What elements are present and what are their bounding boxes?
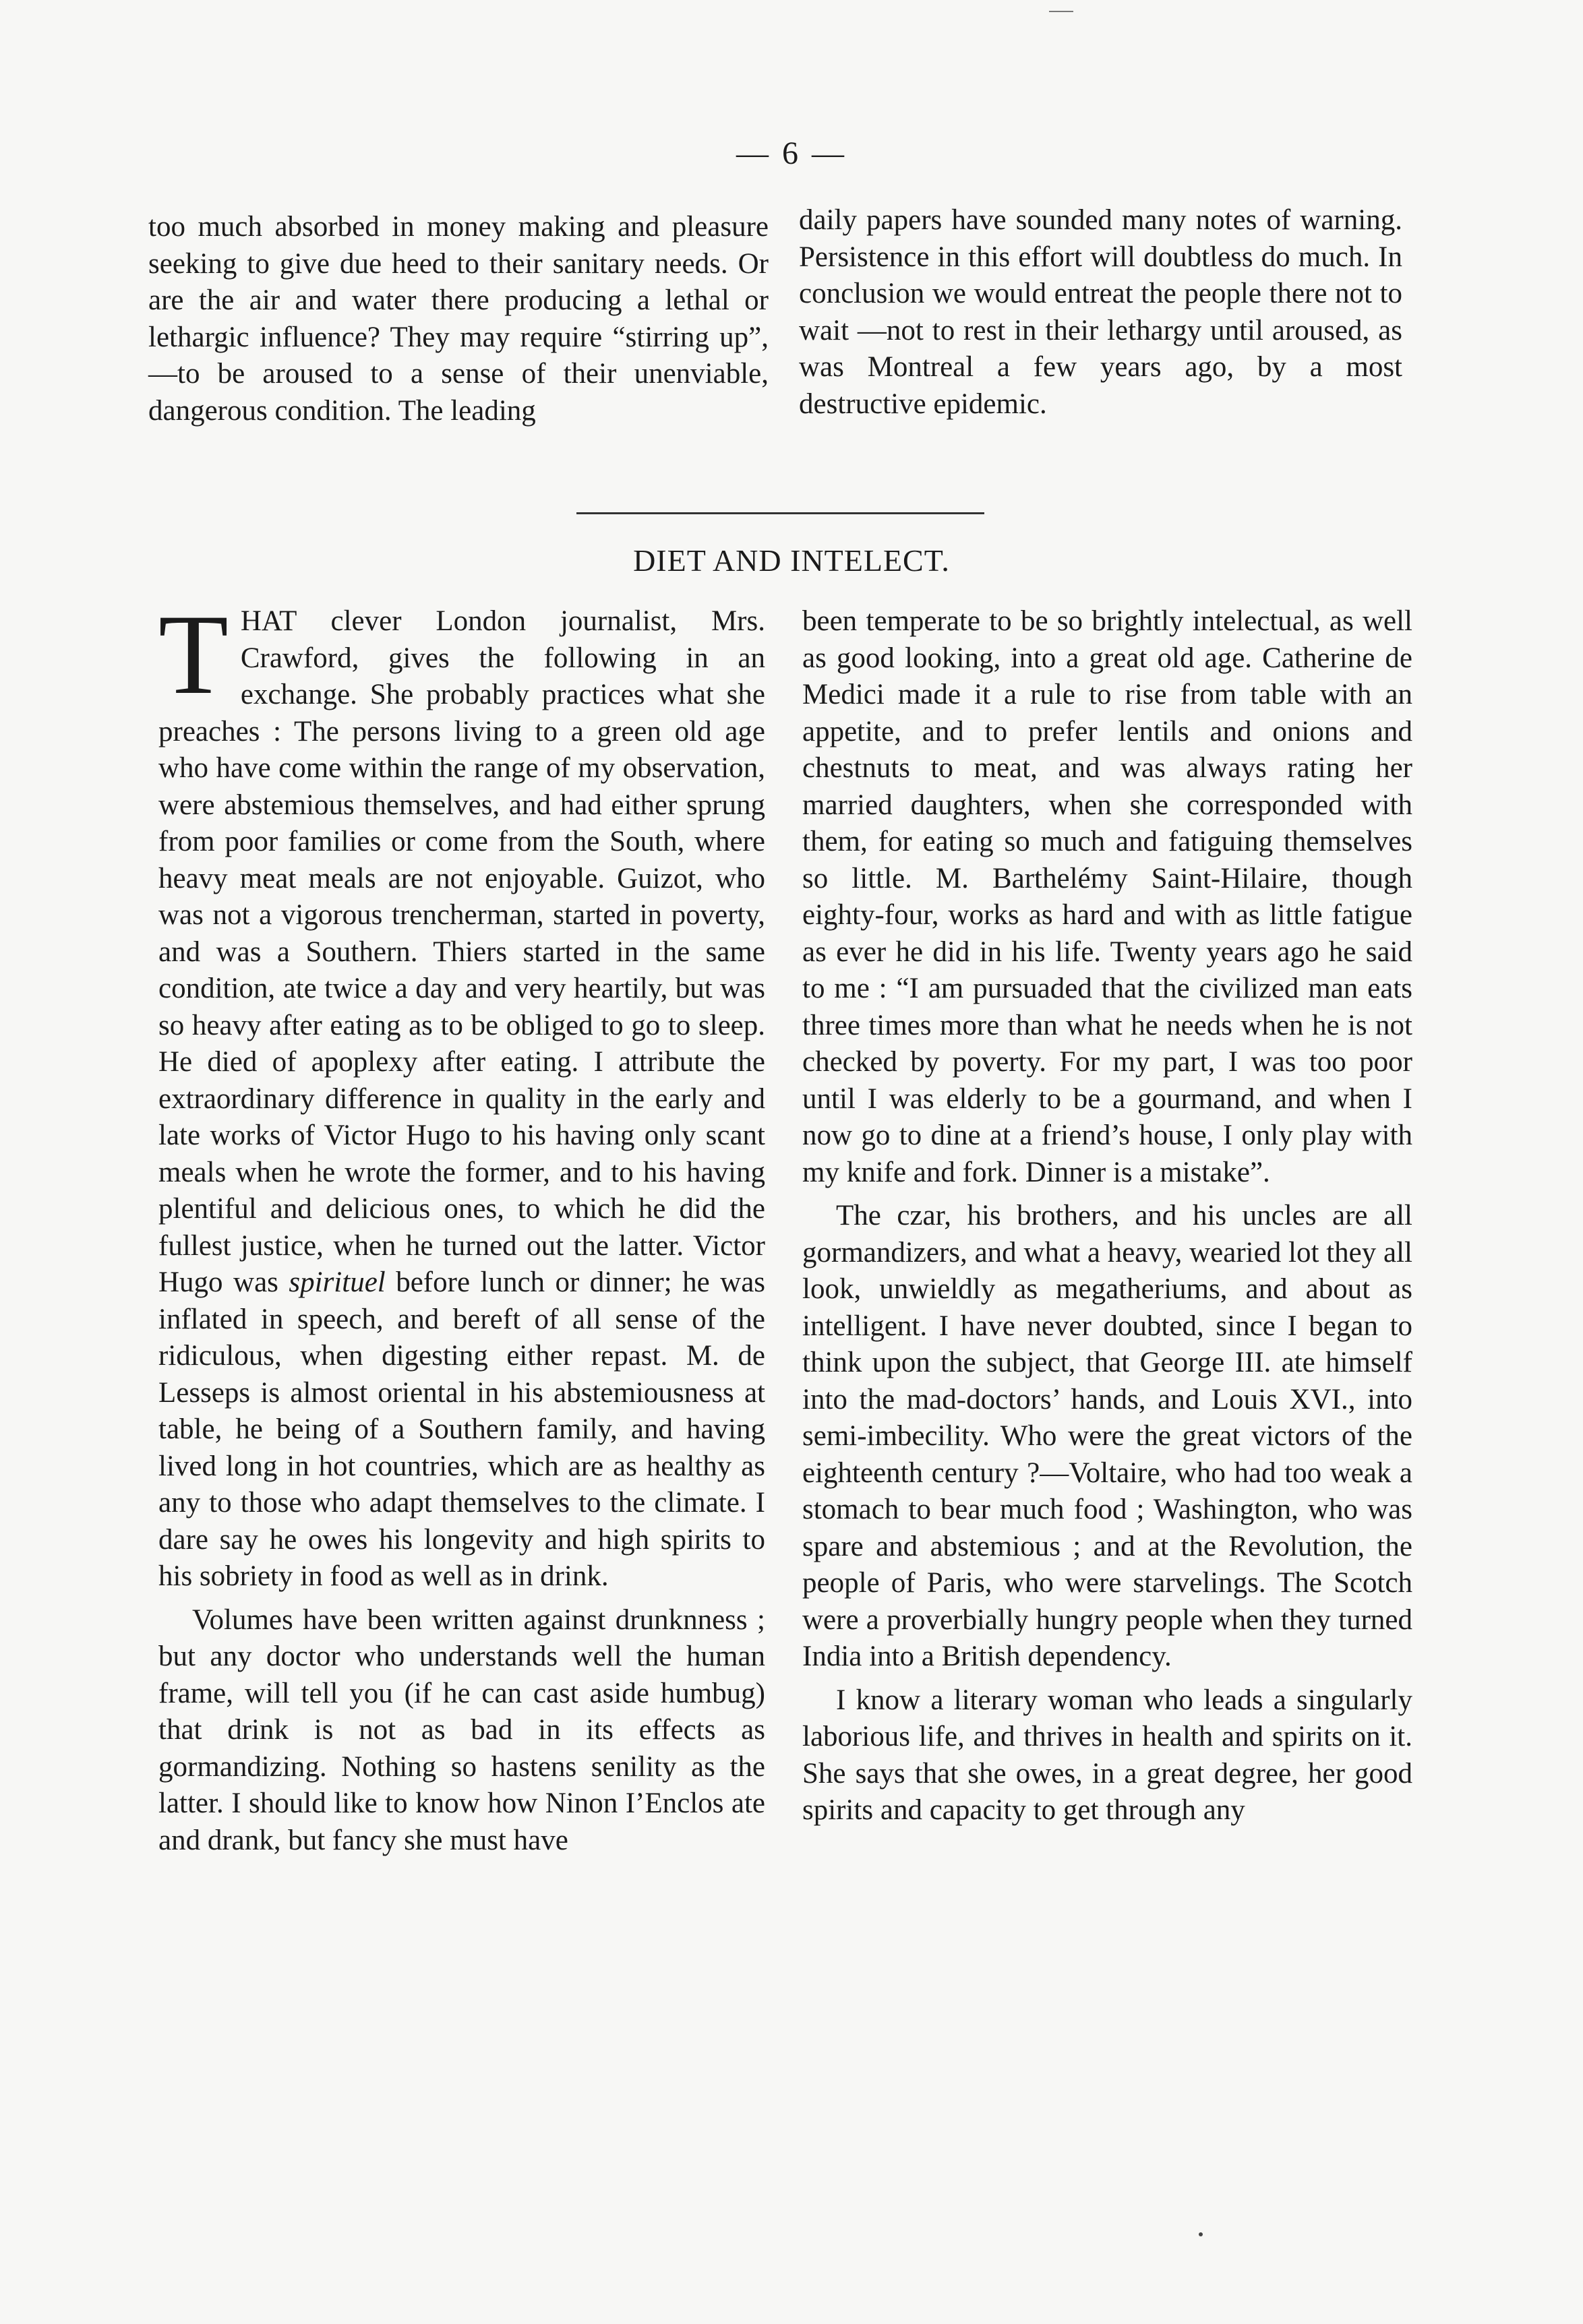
article-title: DIET AND INTELECT. [633, 543, 950, 578]
scan-speck [1199, 2232, 1203, 2236]
article-paragraph-4: The czar, his brothers, and his uncles are all gormandizers, and what a heavy, wearied lot they all look, unwieldly as megatheriums, and about as intelligent. I have never doubted, since I began to think upon the subject, that George III. ate himself into the mad-doctors’ hands, and Louis XVI., into semi-imbecility. Who were the great victors of the eighteenth century ?—Voltaire, who had too weak a stomach to bear much food ; Washington, who was spare and abstemious ; and at the Revolution, the people of Paris, who were starvelings. The Scotch were a proverbially hungry people when they turned India into a British dependency. [802, 1200, 1412, 1672]
top-left-paragraph: too much absorbed in money making and pleasure seeking to give due heed to their sanitary needs. Or are the air and water there producing a lethal or lethargic influence? They may require “stirring up”, —to be aroused to a sense of their unenviable, dangerous condition. The leading [148, 211, 769, 427]
article-paragraph-1 [158, 591, 766, 1595]
section-divider [576, 512, 984, 514]
top-right-column [799, 202, 1402, 423]
paragraph-1-continued: before lunch or dinner; he was inflated in speech, and bereft of all sense of the ridiculous, when digesting either repast. M. de Lesseps is almost oriental in his abstemiousness at table, he being of a Southern family, and having lived long in hot countries, which are as healthy as any to those who adapt themselves to the climate. I dare say he owes his longevity and high spirits to his sobriety in food as well as in drink. [158, 1266, 766, 1592]
top-left-column [148, 209, 769, 429]
drop-cap: T [158, 591, 229, 718]
article-left-column [158, 591, 766, 1859]
italic-word: spirituel [289, 1266, 386, 1298]
article-paragraph-2: Volumes have been written against drunknness ; but any doctor who understands well the human frame, will tell you (if he can cast aside humbug) that drink is not as bad in its effects as gormandizing. Nothing so hastens senility as the latter. I should like to know how Ninon I’Enclos ate and drank, but fancy she must have [158, 1603, 765, 1856]
paragraph-1-text: HAT clever London journalist, Mrs. Crawford, gives the following in an exchange. She probably practices what she preaches : The persons living to a green old age who have come within the range of my observation, were abstemious themselves, and had either sprung from poor families or come from the South, where heavy meat meals are not enjoyable. Guizot, who was not a vigorous trencherman, started in poverty, and was a Southern. Thiers started in the same condition, ate twice a day and very heartily, but was so heavy after eating as to be obliged to go to sleep. He died of apoplexy after eating. I attribute the extraordinary difference in quality in the early and late works of Victor Hugo to his having only scant meals when he wrote the former, and to his having plentiful and delicious ones, to which he did the fullest justice, when he turned out the latter. Victor Hugo was [158, 605, 765, 1298]
page-number: — 6 — [736, 135, 847, 171]
article-right-column [802, 603, 1412, 1829]
top-right-paragraph: daily papers have sounded many notes of warning. Persistence in this effort will doubtless do much. In conclusion we would entreat the people there not to wait —not to rest in their lethargy until aroused, as was Montreal a few years ago, by a most destructive epidemic. [799, 204, 1402, 420]
article-paragraph-5: I know a literary woman who leads a singularly laborious life, and thrives in health and spirits on it. She says that she owes, in a great degree, her good spirits and capacity to get through any [802, 1684, 1412, 1826]
scan-mark [1049, 11, 1073, 12]
article-paragraph-3: been temperate to be so brightly intelectual, as well as good looking, into a great old age. Catherine de Medici made it a rule to rise from table with an appetite, and to prefer lentils and onions and chestnuts to meat, and was always rating her married daughters, when she corresponded with them, for eating so much and fatiguing themselves so little. M. Barthelémy Saint-Hilaire, though eighty-four, works as hard and with as little fatigue as ever he did in his life. Twenty years ago he said to me : “I am pursuaded that the civilized man eats three times more than what he needs when he is not checked by poverty. For my part, I was too poor until I was elderly to be a gourmand, and when I now go to dine at a friend’s house, I only play with my knife and fork. Dinner is a mistake”. [802, 605, 1412, 1188]
